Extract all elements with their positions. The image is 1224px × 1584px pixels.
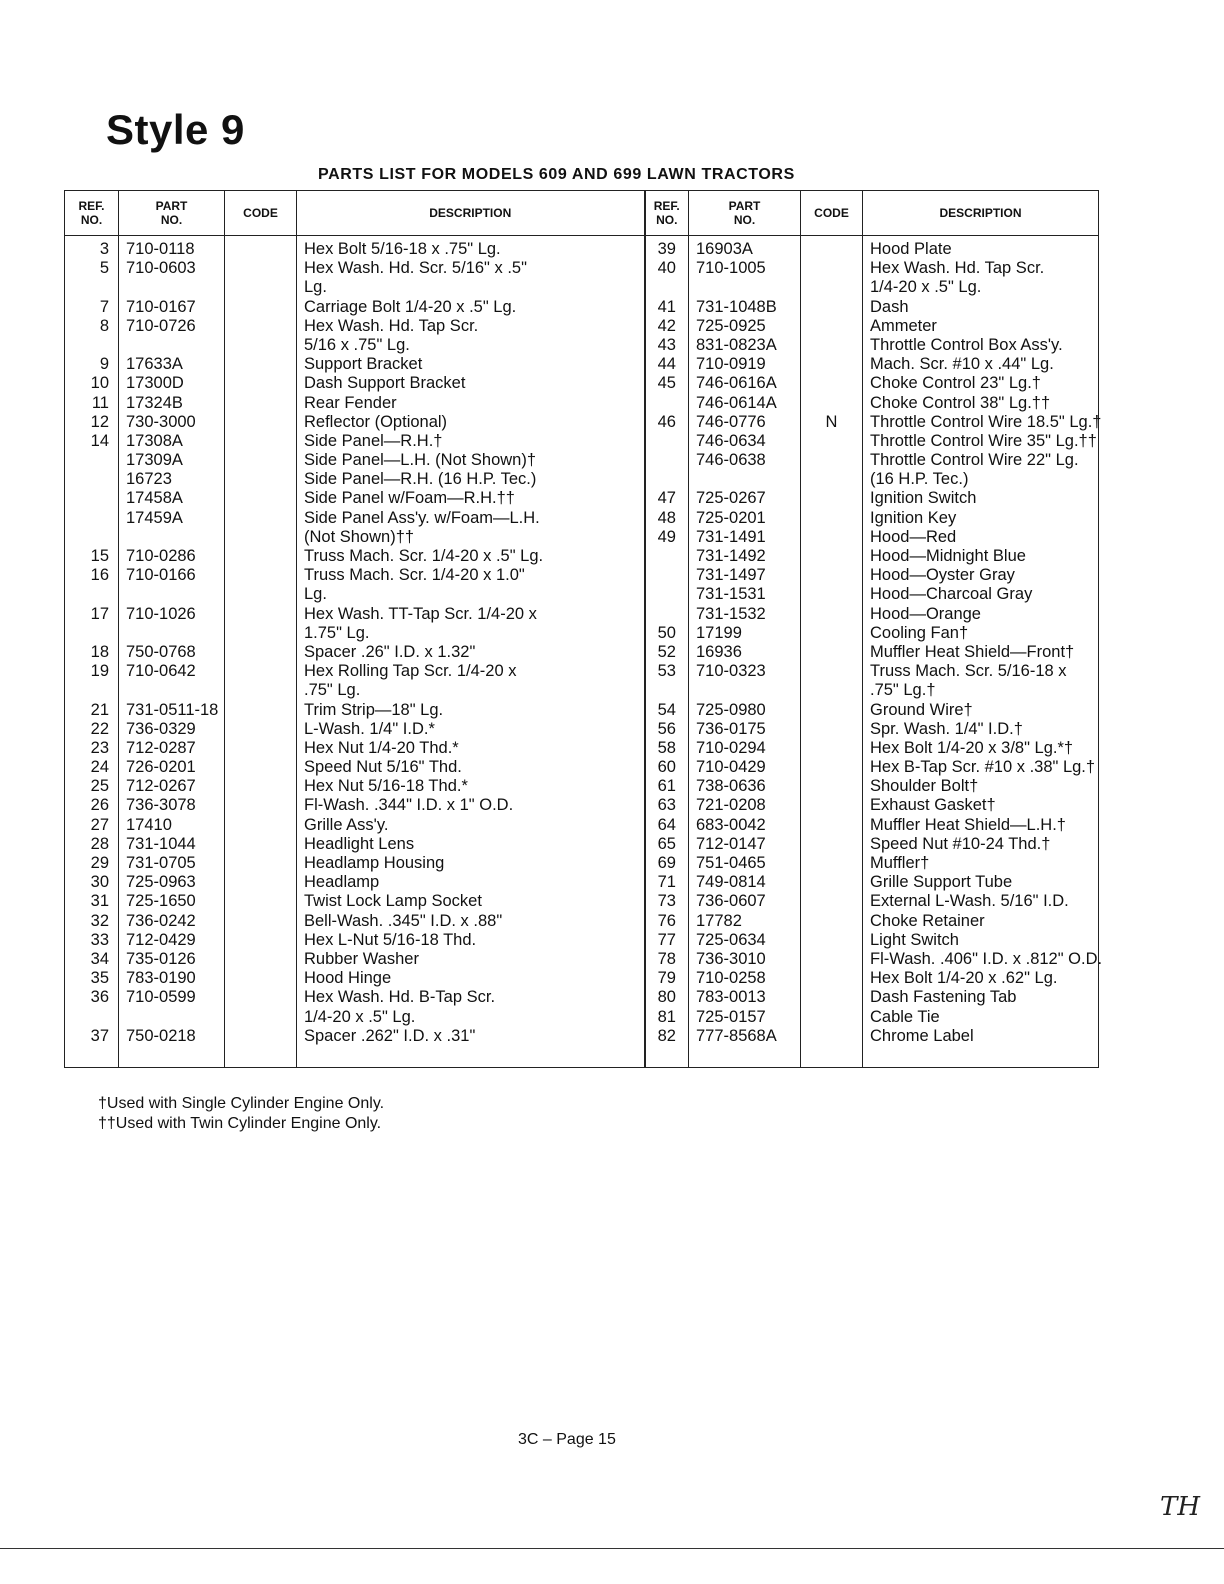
left-ref-line: 12 [90,412,109,431]
right-desc-line: Ground Wire† [870,700,973,719]
left-part-line: 17459A [126,508,183,527]
left-desc-line: Speed Nut 5/16" Thd. [304,758,462,777]
left-ref-column [65,236,119,1068]
right-part-line: 731-1491 [696,527,766,546]
right-ref-line: 82 [657,1026,676,1045]
right-ref-line [649,547,686,566]
right-part-line: 710-1005 [696,259,766,278]
header-part-no-right-label: PART NO. [728,199,761,227]
left-ref-line: 21 [90,700,109,719]
right-ref-line [649,585,686,604]
left-desc-line: (Not Shown)†† [304,527,415,546]
right-ref-line: 45 [657,374,676,393]
right-part-line: 738-0636 [696,777,766,796]
left-ref-line: 18 [90,642,109,661]
right-part-line: 736-3010 [696,949,766,968]
left-ref-line: 5 [99,259,109,278]
left-desc-line: Twist Lock Lamp Socket [304,892,482,911]
left-ref-line: 16 [90,566,109,585]
right-part-line: 710-0919 [696,355,766,374]
left-desc-line: Hex Bolt 5/16-18 x .75" Lg. [304,240,501,258]
right-ref-line: 42 [657,316,676,335]
left-ref-line: 14 [90,431,109,450]
left-part-line: 17324B [126,393,183,412]
right-desc-line: Dash [870,297,909,316]
right-ref-line: 64 [657,815,676,834]
parts-table [64,190,1103,1068]
right-part-line [692,470,797,489]
left-part-line [122,528,221,547]
left-desc-line: 1.75" Lg. [304,623,370,642]
left-ref-line: 17 [90,604,109,623]
left-ref-line: 3 [99,240,109,258]
right-desc-line: Fl-Wash. .406" I.D. x .812" O.D. [870,949,1103,968]
left-ref-line: 33 [90,930,109,949]
header-ref-no-right [645,191,689,236]
right-ref-line: 53 [657,662,676,681]
left-desc-line: Hood Hinge [304,969,392,988]
left-part-line: 736-0242 [126,911,196,930]
right-part-line: 736-0607 [696,892,766,911]
left-part-line: 731-0705 [126,854,196,872]
bottom-divider [0,1548,1224,1549]
right-code-line [804,336,859,355]
right-part-line: 710-0258 [696,969,766,988]
right-part-line: 710-0323 [696,662,766,681]
left-part-line: 725-1650 [126,892,196,911]
left-desc-line: Rubber Washer [304,949,419,968]
left-desc-line: Side Panel—L.H. (Not Shown)† [304,451,537,470]
right-desc-line: Mach. Scr. #10 x .44" Lg. [870,355,1054,374]
left-ref-line: 32 [90,911,109,930]
right-desc-line: Hood—Red [870,527,957,546]
right-ref-line: 39 [657,240,676,258]
right-part-line: 725-0925 [696,316,766,335]
right-part-line: 710-0294 [696,738,766,757]
right-part-line [692,278,797,297]
right-part-line: 749-0814 [696,873,766,892]
header-code [225,191,297,236]
right-desc-line: Ammeter [870,316,937,335]
left-desc-line: Fl-Wash. .344" I.D. x 1" O.D. [304,796,514,815]
right-part-line: 746-0616A [696,374,777,393]
left-part-line: 17300D [126,374,184,393]
header-part-no [119,191,225,236]
left-desc-line: Carriage Bolt 1/4-20 x .5" Lg. [304,297,517,316]
left-desc-line: 5/16 x .75" Lg. [304,335,410,354]
left-desc-line: Lg. [304,585,327,604]
right-ref-line: 52 [657,642,676,661]
right-desc-line: Hood Plate [870,240,952,258]
right-part-line: 725-0267 [696,489,766,508]
right-ref-line: 46 [657,412,676,431]
left-part-line: 17633A [126,355,183,374]
right-part-line: 16936 [696,642,742,661]
left-ref-line: 22 [90,719,109,738]
left-ref-line [68,278,115,297]
left-desc-line: Truss Mach. Scr. 1/4-20 x 1.0" [304,566,525,585]
right-desc-line: Hood—Oyster Gray [870,566,1015,585]
left-ref-line: 28 [90,834,109,853]
left-desc-line: Hex Wash. Hd. Tap Scr. [304,316,479,335]
right-desc-line: Hood—Orange [870,604,981,623]
right-code-line [804,355,859,374]
left-desc-line: Dash Support Bracket [304,374,466,393]
left-ref-line: 9 [99,355,109,374]
right-code-line [804,298,859,317]
left-part-line: 725-0963 [126,873,196,892]
left-part-line: 17309A [126,451,183,470]
left-part-line: 710-0726 [126,316,196,335]
right-part-line: 731-1531 [696,585,766,604]
page-title: Style 9 [106,106,245,153]
right-part-line: 725-0201 [696,508,766,527]
left-ref-line: 30 [90,873,109,892]
right-desc-line: Throttle Control Wire 18.5" Lg.† [870,412,1102,431]
table-body-row [65,236,1099,1068]
left-ref-line: 11 [91,393,109,412]
right-desc-line: Light Switch [870,930,959,949]
left-desc-line: 1/4-20 x .5" Lg. [304,1007,416,1026]
right-ref-line: 44 [657,355,676,374]
header-ref-no-right-label: REF. NO. [653,199,680,227]
left-ref-line: 27 [90,815,109,834]
right-desc-line: Throttle Control Wire 22" Lg. [870,451,1079,470]
left-part-line [122,681,221,700]
left-part-line: 731-1044 [126,834,196,853]
right-ref-line: 73 [657,892,676,911]
right-code-line [804,240,859,259]
header-code-label: CODE [243,206,278,220]
right-desc-line: Exhaust Gasket† [870,796,996,815]
left-ref-line: 31 [90,892,109,911]
left-part-line: 710-0118 [126,240,195,258]
right-ref-line: 77 [657,930,676,949]
right-ref-column [645,236,689,1068]
right-part-line: 783-0013 [696,988,766,1007]
left-ref-line: 36 [90,988,109,1007]
left-part-line: 750-0218 [126,1026,196,1045]
right-ref-line: 47 [657,489,676,508]
right-part-line: 831-0823A [696,335,777,354]
header-code-right [801,191,863,236]
right-part-line: 777-8568A [696,1026,777,1045]
right-ref-line: 40 [657,259,676,278]
right-part-line: 725-0634 [696,930,766,949]
header-code-right-label: CODE [814,206,849,220]
left-description-column [297,236,645,1068]
right-ref-line [649,681,686,700]
right-code-line [804,394,859,413]
right-ref-line: 60 [657,758,676,777]
left-ref-line: 23 [90,738,109,757]
right-desc-line: (16 H.P. Tec.) [870,470,969,489]
header-part-no-right [689,191,801,236]
left-part-line: 710-0642 [126,662,196,681]
left-desc-line: Headlamp Housing [304,854,445,872]
right-ref-line: 79 [657,969,676,988]
left-ref-line: 35 [90,969,109,988]
left-desc-line: Support Bracket [304,355,423,374]
left-part-line [122,336,221,355]
right-ref-line: 63 [657,796,676,815]
right-code-line [804,259,859,278]
left-part-line: 731-0511-18 [126,700,219,719]
right-ref-line [649,432,686,451]
right-part-line: 746-0614A [696,393,777,412]
header-description-right-label: DESCRIPTION [939,206,1022,220]
right-part-line: 751-0465 [696,854,766,872]
left-desc-line: Reflector (Optional) [304,412,448,431]
right-ref-line: 65 [657,834,676,853]
left-desc-line: Headlight Lens [304,834,415,853]
left-ref-line [68,528,115,547]
right-desc-line: Hex Bolt 1/4-20 x 3/8" Lg.*† [870,738,1074,757]
left-part-line: 16723 [126,470,172,489]
right-ref-line: 76 [657,911,676,930]
left-ref-line: 25 [90,777,109,796]
right-desc-line: Hex Bolt 1/4-20 x .62" Lg. [870,969,1058,988]
right-ref-line [649,470,686,489]
left-desc-line: Truss Mach. Scr. 1/4-20 x .5" Lg. [304,547,544,565]
left-ref-line [68,336,115,355]
right-ref-line: 71 [657,873,676,892]
header-description [297,191,645,236]
footnotes [98,1094,384,1134]
left-desc-line: Lg. [304,278,327,297]
left-part-line: 730-3000 [126,412,196,431]
right-desc-line: Muffler† [870,854,930,872]
left-desc-line: Hex Wash. Hd. Scr. 5/16" x .5" [304,259,527,278]
right-desc-line: External L-Wash. 5/16" I.D. [870,892,1069,911]
left-ref-line: 10 [90,374,109,393]
left-ref-line: 15 [90,547,109,565]
right-ref-line: 56 [657,719,676,738]
left-ref-line: 37 [90,1026,109,1045]
left-desc-line: Hex L-Nut 5/16-18 Thd. [304,930,477,949]
left-ref-line [68,624,115,643]
left-part-line: 710-1026 [126,604,196,623]
right-part-line: 17782 [696,911,742,930]
left-desc-line: Side Panel Ass'y. w/Foam—L.H. [304,508,540,527]
right-part-line: 712-0147 [696,834,766,853]
right-ref-line: 43 [657,335,676,354]
left-desc-line: Side Panel w/Foam—R.H.†† [304,489,515,508]
right-code-line [804,317,859,336]
right-part-line: 683-0042 [696,815,766,834]
page-number: 3C – Page 15 [518,1431,616,1448]
right-part-line: 725-0157 [696,1007,766,1026]
parts-list-heading: PARTS LIST FOR MODELS 609 AND 699 LAWN TRACTORS [318,166,795,183]
left-desc-line: Hex Wash. Hd. B-Tap Scr. [304,988,496,1007]
footnote-twin-cylinder: ††Used with Twin Cylinder Engine Only. [98,1115,382,1132]
right-part-line: 731-1497 [696,566,766,585]
left-part-line: 17410 [126,815,172,834]
left-part-line: 735-0126 [126,949,196,968]
left-part-line [122,278,221,297]
right-desc-line: Speed Nut #10-24 Thd.† [870,834,1051,853]
right-ref-line: 81 [657,1007,676,1026]
right-code-line [804,278,859,297]
right-desc-line: Hood—Midnight Blue [870,547,1026,565]
right-ref-line [649,605,686,624]
header-ref-no [65,191,119,236]
left-part-line [122,1008,221,1027]
left-part-line: 712-0267 [126,777,196,796]
right-desc-line: Muffler Heat Shield—L.H.† [870,815,1066,834]
right-part-line: 731-1532 [696,604,766,623]
header-description-label: DESCRIPTION [429,206,512,220]
left-ref-line [68,451,115,470]
right-desc-line: Spr. Wash. 1/4" I.D.† [870,719,1023,738]
left-part-line: 710-0167 [126,297,196,316]
left-desc-line: Hex Wash. TT-Tap Scr. 1/4-20 x [304,604,537,623]
left-ref-line [68,1008,115,1027]
left-desc-line: Bell-Wash. .345" I.D. x .88" [304,911,503,930]
right-ref-line [649,394,686,413]
left-part-line: 710-0603 [126,259,196,278]
left-part-line: 712-0429 [126,930,196,949]
right-desc-line: Cable Tie [870,1007,940,1026]
right-part-line: 746-0776 [696,412,766,431]
left-ref-line: 26 [90,796,109,815]
left-ref-line [68,470,115,489]
left-desc-line: Grille Ass'y. [304,815,389,834]
left-part-line: 736-0329 [126,719,196,738]
right-ref-line: 48 [657,508,676,527]
left-desc-line: L-Wash. 1/4" I.D.* [304,719,435,738]
right-desc-line: Choke Control 23" Lg.† [870,374,1041,393]
right-desc-line: 1/4-20 x .5" Lg. [870,278,982,297]
left-desc-line: Spacer .26" I.D. x 1.32" [304,642,476,661]
left-ref-line: 24 [90,758,109,777]
left-code-column [225,236,297,1068]
left-part-line: 726-0201 [126,758,196,777]
right-desc-line: Hex B-Tap Scr. #10 x .38" Lg.† [870,758,1096,777]
left-desc-line: Side Panel—R.H. (16 H.P. Tec.) [304,470,537,489]
left-desc-line: Headlamp [304,873,380,892]
right-ref-line: 54 [657,700,676,719]
left-ref-line [68,509,115,528]
left-ref-line: 19 [90,662,109,681]
right-ref-line [649,278,686,297]
right-desc-line: Hex Wash. Hd. Tap Scr. [870,259,1045,278]
right-desc-line: Throttle Control Wire 35" Lg.†† [870,431,1097,450]
left-desc-line: Hex Nut 1/4-20 Thd.* [304,738,459,757]
left-part-line: 783-0190 [126,969,196,988]
right-ref-line: 58 [657,738,676,757]
left-part-line: 710-0286 [126,547,196,565]
right-ref-line: 69 [657,854,676,872]
right-ref-line [649,566,686,585]
right-part-line: 725-0980 [696,700,766,719]
left-desc-line: Spacer .262" I.D. x .31" [304,1026,476,1045]
header-ref-no-label: REF. NO. [78,199,105,227]
right-ref-line: 41 [657,297,676,316]
right-code-column [801,236,863,1068]
left-part-line: 710-0599 [126,988,196,1007]
footnote-single-cylinder: †Used with Single Cylinder Engine Only. [98,1095,385,1112]
right-desc-line: Grille Support Tube [870,873,1013,892]
left-desc-line: Trim Strip—18" Lg. [304,700,444,719]
right-part-line: 16903A [696,240,753,258]
right-part-column [689,236,801,1068]
left-part-column [119,236,225,1068]
left-desc-line: Hex Rolling Tap Scr. 1/4-20 x [304,662,517,681]
right-desc-line: Hood—Charcoal Gray [870,585,1033,604]
left-ref-line [68,489,115,508]
header-description-right [863,191,1099,236]
right-desc-line: Dash Fastening Tab [870,988,1017,1007]
left-desc-line: Side Panel—R.H.† [304,431,443,450]
left-ref-line: 29 [90,854,109,872]
left-ref-line: 8 [99,316,109,335]
right-part-line: 736-0175 [696,719,766,738]
right-ref-line: 50 [657,623,676,642]
left-desc-line: .75" Lg. [304,681,361,700]
left-ref-line: 7 [99,297,109,316]
left-part-line: 17458A [126,489,183,508]
left-part-line: 712-0287 [126,738,196,757]
right-ref-line: 80 [657,988,676,1007]
left-part-line [122,585,221,604]
right-part-line: 721-0208 [696,796,766,815]
right-desc-line: Ignition Switch [870,489,977,508]
left-ref-line [68,585,115,604]
left-desc-line: Hex Nut 5/16-18 Thd.* [304,777,468,796]
left-part-line: 736-3078 [126,796,196,815]
left-ref-line [68,681,115,700]
right-desc-line: Ignition Key [870,508,957,527]
header-part-no-label: PART NO. [155,199,188,227]
right-part-line: 731-1048B [696,297,777,316]
right-code-line [804,374,859,393]
left-part-line [122,624,221,643]
right-desc-line: .75" Lg.† [870,681,936,700]
right-desc-line: Muffler Heat Shield—Front† [870,642,1075,661]
right-desc-line: Shoulder Bolt† [870,777,979,796]
left-part-line: 17308A [126,431,183,450]
right-desc-line: Chrome Label [870,1026,974,1045]
right-ref-line: 78 [657,949,676,968]
right-part-line: 746-0634 [696,431,766,450]
right-ref-line: 49 [657,527,676,546]
right-desc-line: Cooling Fan† [870,623,969,642]
table-header-row [65,191,1099,236]
right-desc-line: Truss Mach. Scr. 5/16-18 x [870,662,1067,681]
right-part-line [692,681,797,700]
right-desc-line: Choke Control 38" Lg.†† [870,393,1051,412]
right-part-line: 710-0429 [696,758,766,777]
right-part-line: 17199 [696,623,742,642]
right-desc-line: Throttle Control Box Ass'y. [870,335,1063,354]
right-code-line: N [825,412,838,431]
right-ref-line: 61 [657,777,676,796]
right-desc-line: Choke Retainer [870,911,985,930]
right-description-column [863,236,1103,1068]
left-desc-line: Rear Fender [304,393,397,412]
right-part-line: 746-0638 [696,451,766,470]
right-ref-line [649,451,686,470]
handwritten-initials: TH [1160,1492,1201,1522]
right-part-line: 731-1492 [696,547,766,565]
left-ref-line: 34 [90,949,109,968]
left-part-line: 710-0166 [126,566,196,585]
left-part-line: 750-0768 [126,642,196,661]
